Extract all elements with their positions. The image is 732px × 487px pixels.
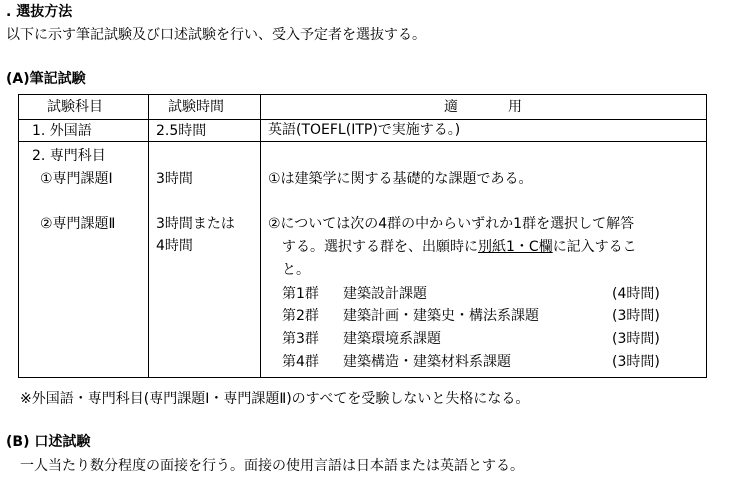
table-divider-header [18, 119, 707, 120]
form-c-column-reference: 別紙1・C欄 [478, 239, 553, 255]
table-divider-col2 [260, 94, 261, 378]
table-border-top [18, 94, 707, 95]
sub2-note-line3: と。 [282, 262, 310, 278]
sub2-time-line2: 4時間 [156, 238, 193, 254]
sub2-note-line2-a: する。選択する群を、出願時に [282, 239, 478, 255]
row1-subject: 1. 外国語 [32, 123, 92, 139]
header-subject: 試験科目 [47, 99, 103, 115]
oral-exam-heading: (B) 口述試験 [6, 434, 91, 450]
group-3-name: 建築環境系課題 [343, 331, 441, 347]
written-exam-heading: (A)筆記試験 [6, 71, 86, 87]
section-title: . 選抜方法 [6, 4, 73, 20]
sub2-note-line1: ②については次の4群の中からいずれか1群を選択して解答 [268, 216, 635, 232]
group-2-name: 建築計画・建築史・構法系課題 [343, 308, 539, 324]
sub2-name: ②専門課題Ⅱ [40, 216, 116, 232]
table-border-right [706, 94, 707, 378]
intro-text: 以下に示す筆記試験及び口述試験を行い、受入予定者を選抜する。 [6, 27, 426, 43]
header-time: 試験時間 [168, 99, 224, 115]
row1-note: 英語(TOEFL(ITP)で実施する。) [268, 122, 461, 138]
group-2-hours: (3時間) [612, 308, 660, 324]
group-4-label: 第4群 [282, 354, 319, 370]
header-applicable-left: 適 [444, 99, 458, 115]
group-4-name: 建築構造・建築材料系課題 [343, 354, 511, 370]
group-3-label: 第3群 [282, 331, 319, 347]
sub1-time: 3時間 [156, 171, 193, 187]
row2-subject: 2. 専門科目 [32, 148, 106, 164]
disqualification-footnote: ※外国語・専門科目(専門課題Ⅰ・専門課題Ⅱ)のすべてを受験しないと失格になる。 [20, 391, 530, 407]
group-1-name: 建築設計課題 [343, 286, 427, 302]
sub1-name: ①専門課題Ⅰ [40, 171, 113, 187]
group-1-label: 第1群 [282, 286, 319, 302]
row1-time: 2.5時間 [156, 123, 207, 139]
group-2-label: 第2群 [282, 308, 319, 324]
table-divider-row1 [18, 141, 707, 142]
group-3-hours: (3時間) [612, 331, 660, 347]
sub2-note-line2 [282, 238, 637, 256]
table-divider-col1 [148, 94, 149, 378]
header-applicable-right: 用 [508, 99, 522, 115]
oral-exam-text: 一人当たり数分程度の面接を行う。面接の使用言語は日本語または英語とする。 [20, 458, 524, 474]
table-border-bottom [18, 377, 707, 378]
table-border-left [18, 94, 19, 378]
sub2-note-line2-b: に記入するこ [552, 239, 637, 255]
sub1-note: ①は建築学に関する基礎的な課題である。 [268, 171, 533, 187]
sub2-time-line1: 3時間または [156, 216, 235, 232]
group-4-hours: (3時間) [612, 354, 660, 370]
group-1-hours: (4時間) [612, 286, 660, 302]
